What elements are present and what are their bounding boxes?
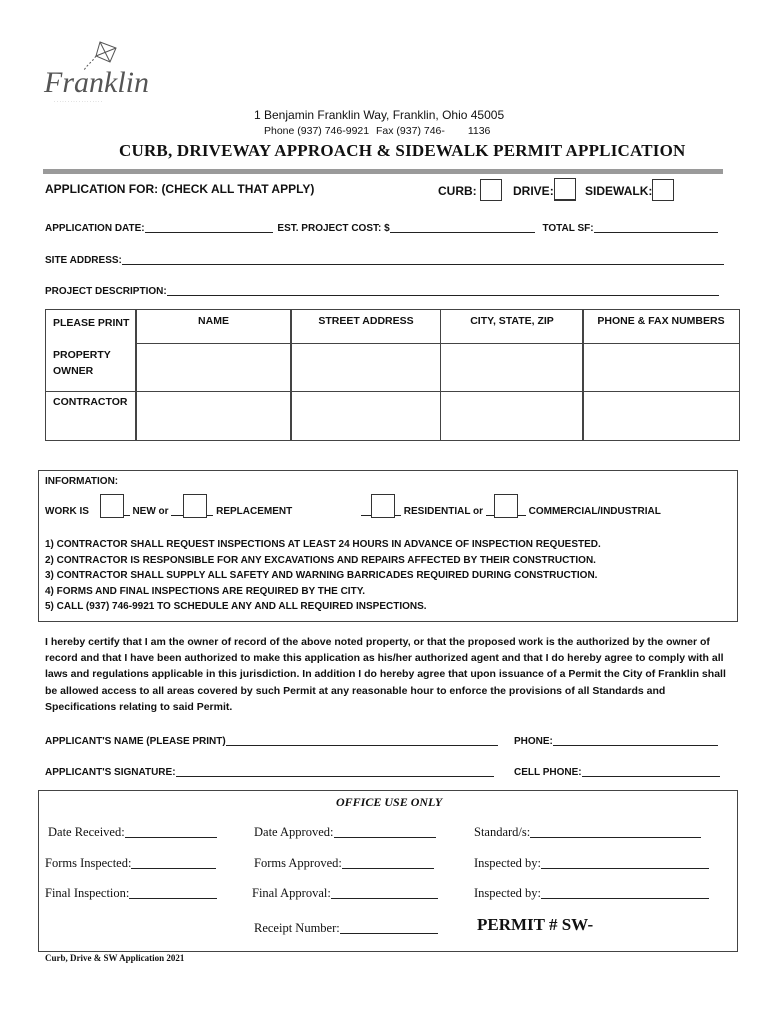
col-divider [135, 309, 136, 440]
certification-text: I hereby certify that I am the owner of record of the above noted property, or that the proposed work is the authorized by the owner of record and that I have been authorized to make this application as his/her authorized agent and that I do hereby agree to comply with all laws and regulations applicable in this jurisdiction. In addition I do hereby agree that upon issuance of a Permit the City of Franklin shall be allowed access to all areas covered by such Permit at any reasonable hour to enforce the provisions of all Standards and Specifications relating to said Permit. [45, 636, 726, 713]
fax-suffix: 1136 [467, 125, 491, 137]
applicant-signature-row [45, 763, 494, 778]
est-cost-field[interactable] [390, 219, 535, 233]
final-inspection-row [45, 885, 217, 901]
commercial-checkbox[interactable] [494, 494, 518, 518]
est-cost-label: EST. PROJECT COST: $ [277, 223, 390, 234]
sidewalk-label: SIDEWALK: [585, 184, 653, 198]
curb-label: CURB: [438, 184, 477, 198]
cell-phone-row [514, 763, 720, 778]
rule-item: 5) CALL (937) 746-9921 TO SCHEDULE ANY AND ALL REQUIRED INSPECTIONS. [45, 601, 427, 612]
date-received-row [48, 824, 217, 840]
final-approval-label: Final Approval: [252, 886, 331, 900]
project-description-field[interactable] [167, 282, 719, 296]
new-or-label: NEW or [132, 506, 169, 517]
applicant-phone-row [514, 732, 718, 747]
forms-inspected-field[interactable] [131, 855, 216, 869]
application-type-options [438, 178, 674, 201]
inspected-by-row-2 [474, 885, 709, 901]
project-description-label: PROJECT DESCRIPTION: [45, 286, 167, 297]
inspected-by-label: Inspected by: [474, 886, 541, 900]
kite-logo-icon [40, 40, 150, 110]
commercial-label: COMMERCIAL/INDUSTRIAL [528, 506, 661, 517]
application-for-label: APPLICATION FOR: (CHECK ALL THAT APPLY) [45, 182, 315, 196]
franklin-logo [40, 40, 150, 110]
cell-phone-field[interactable] [582, 763, 720, 777]
project-description-row [45, 282, 719, 297]
inspected-by-field[interactable] [541, 885, 709, 899]
phone-label: PHONE: [514, 736, 553, 747]
work-type-row [45, 494, 292, 518]
drive-label: DRIVE: [513, 184, 554, 198]
forms-approved-label: Forms Approved: [254, 856, 342, 870]
forms-inspected-row [45, 855, 216, 871]
phone-fax-line [264, 125, 490, 137]
standards-field[interactable] [530, 824, 701, 838]
city-address: 1 Benjamin Franklin Way, Franklin, Ohio 45005 [254, 108, 505, 122]
replacement-checkbox[interactable] [183, 494, 207, 518]
col-divider [290, 309, 291, 440]
inspection-rules-list [45, 537, 601, 615]
phone-number: Phone (937) 746-9921 [264, 125, 370, 137]
forms-inspected-label: Forms Inspected: [45, 856, 132, 870]
drive-checkbox[interactable] [554, 178, 576, 201]
total-sf-label: TOTAL SF: [542, 223, 594, 234]
date-approved-label: Date Approved: [254, 825, 334, 839]
phone-field[interactable] [553, 732, 718, 746]
residential-or-label: RESIDENTIAL or [403, 506, 484, 517]
curb-checkbox[interactable] [480, 179, 502, 201]
new-checkbox[interactable] [100, 494, 124, 518]
svg-text:· · · · · · · · · · · · · · ·: · · · · · · · · · · · · · · · · · · [54, 99, 103, 104]
applicant-name-field[interactable] [226, 732, 498, 746]
application-date-field[interactable] [145, 219, 273, 233]
form-footer: Curb, Drive & SW Application 2021 [45, 953, 185, 963]
residential-checkbox[interactable] [371, 494, 395, 518]
final-inspection-label: Final Inspection: [45, 886, 130, 900]
site-address-row [45, 251, 724, 266]
applicant-name-label: APPLICANT'S NAME (PLEASE PRINT) [45, 736, 226, 747]
fax-number: Fax (937) 746- [376, 125, 445, 137]
date-received-field[interactable] [125, 824, 217, 838]
replacement-label: REPLACEMENT [216, 506, 293, 517]
standards-label: Standard/s: [474, 825, 531, 839]
name-column-header: NAME [198, 315, 229, 327]
col-divider [440, 309, 441, 440]
forms-approved-row [254, 855, 434, 871]
application-date-row [45, 219, 718, 234]
forms-approved-field[interactable] [342, 855, 434, 869]
rule-item: 2) CONTRACTOR IS RESPONSIBLE FOR ANY EXCAVATIONS AND REPAIRS AFFECTED BY THEIR CONSTRUCTION. [45, 554, 596, 566]
svg-text:Franklin: Franklin [44, 66, 149, 99]
please-print-cell: PLEASE PRINT [53, 317, 130, 329]
rule-item: 3) CONTRACTOR SHALL SUPPLY ALL SAFETY AND WARNING BARRICADES REQUIRED DURING CONSTRUCTION. [45, 570, 598, 581]
inspected-by-field[interactable] [541, 855, 709, 869]
phone-fax-column-header: PHONE & FAX NUMBERS [597, 315, 725, 327]
col-divider [582, 309, 583, 440]
permit-number-label: PERMIT # SW- [477, 915, 594, 934]
site-address-label: SITE ADDRESS: [45, 255, 122, 266]
inspected-by-row-1 [474, 855, 709, 871]
street-address-column-header: STREET ADDRESS [318, 315, 414, 327]
sidewalk-checkbox[interactable] [652, 179, 674, 201]
signature-label: APPLICANT'S SIGNATURE: [45, 767, 176, 778]
form-title: CURB, DRIVEWAY APPROACH & SIDEWALK PERMIT APPLICATION [119, 141, 686, 160]
use-type-row [361, 494, 661, 518]
date-approved-row [254, 824, 436, 840]
application-date-label: APPLICATION DATE: [45, 223, 145, 234]
applicant-name-row [45, 732, 498, 747]
date-received-label: Date Received: [48, 825, 125, 839]
receipt-number-field[interactable] [340, 920, 438, 934]
owner-table-frame [45, 309, 740, 441]
information-heading: INFORMATION: [45, 476, 119, 487]
city-state-zip-column-header: CITY, STATE, ZIP [470, 315, 554, 327]
cell-phone-label: CELL PHONE: [514, 767, 582, 778]
signature-field[interactable] [176, 763, 494, 777]
receipt-number-row [254, 920, 438, 936]
final-approval-field[interactable] [331, 885, 438, 899]
title-divider [43, 169, 723, 174]
receipt-number-label: Receipt Number: [254, 921, 340, 935]
rule-item: 1) CONTRACTOR SHALL REQUEST INSPECTIONS AT LEAST 24 HOURS IN ADVANCE OF INSPECTION REQUESTED. [45, 539, 601, 550]
site-address-field[interactable] [122, 251, 724, 265]
date-approved-field[interactable] [334, 824, 436, 838]
work-is-label: WORK IS [45, 506, 89, 517]
property-owner-row-label: PROPERTY OWNER [53, 349, 111, 377]
final-approval-row [252, 885, 438, 901]
rule-item: 4) FORMS AND FINAL INSPECTIONS ARE REQUIRED BY THE CITY. [45, 585, 366, 597]
standards-row [474, 824, 701, 840]
office-use-heading: OFFICE USE ONLY [336, 795, 443, 809]
final-inspection-field[interactable] [129, 885, 217, 899]
inspected-by-label: Inspected by: [474, 856, 541, 870]
contractor-row-label: CONTRACTOR [53, 396, 128, 408]
total-sf-field[interactable] [594, 219, 718, 233]
